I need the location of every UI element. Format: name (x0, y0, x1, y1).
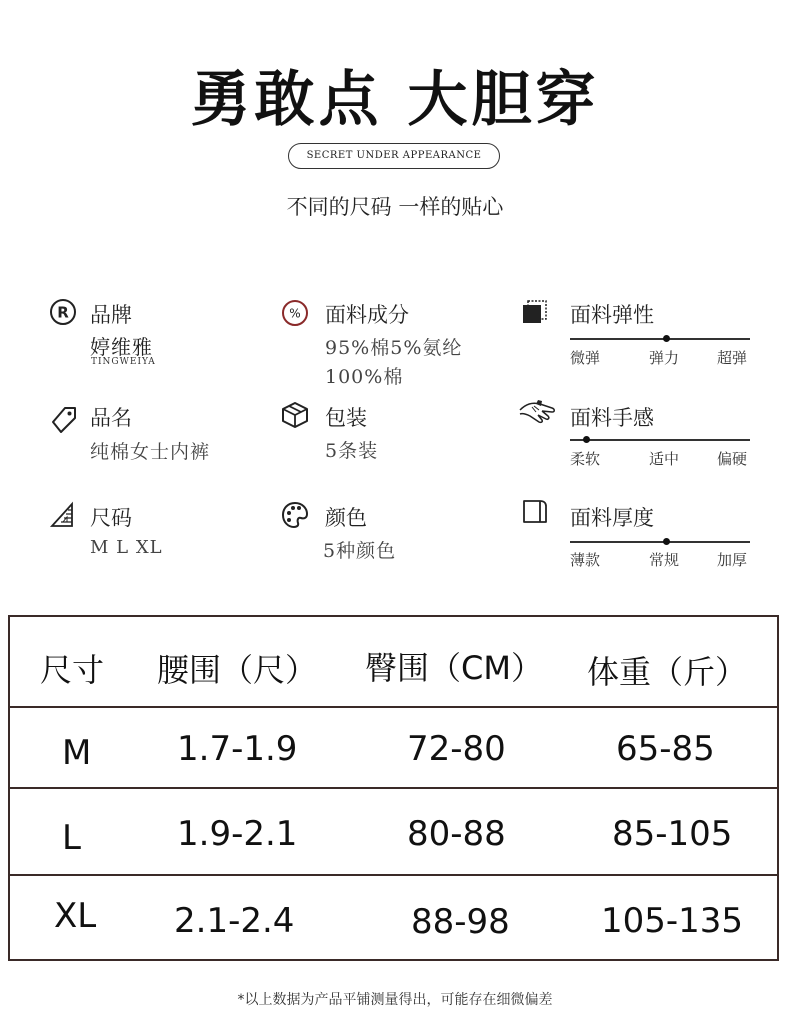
thickness-scale-mid: 常规 (649, 551, 680, 569)
brand-latin: TINGWEIYA (91, 357, 156, 367)
thickness-label: 面料厚度 (570, 506, 654, 530)
table-cell-waist: 1.7-1.9 (177, 729, 298, 769)
table-cell-weight: 85-105 (612, 814, 733, 854)
table-cell-weight: 65-85 (616, 729, 715, 769)
elasticity-scale-low: 微弹 (570, 349, 601, 367)
hand-feel-scale-low: 柔软 (570, 450, 601, 468)
table-divider (10, 706, 777, 708)
tagline-pill: SECRET UNDER APPEARANCE (288, 143, 500, 169)
fabric-swatch-icon (520, 298, 550, 328)
table-header-size: 尺寸 (40, 651, 105, 689)
hand-icon (518, 398, 558, 426)
elasticity-scale-marker (663, 335, 670, 342)
table-cell-hip: 88-98 (411, 902, 510, 942)
color-value: 5种颜色 (323, 540, 397, 562)
palette-icon (280, 500, 310, 530)
table-cell-size: M (62, 733, 92, 773)
brand-label: 品牌 (90, 303, 132, 327)
table-cell-hip: 80-88 (407, 814, 506, 854)
package-value: 5条装 (325, 440, 379, 462)
table-cell-size: XL (54, 896, 97, 936)
fabric-value-1: 95%棉5%氨纶 (325, 337, 463, 359)
hand-feel-scale-marker (583, 436, 590, 443)
table-header-weight: 体重（斤） (587, 653, 748, 691)
footnote: *以上数据为产品平铺测量得出，可能存在细微偏差 (237, 992, 553, 1008)
subtitle: 不同的尺码 一样的贴心 (286, 195, 504, 219)
size-table (8, 615, 779, 961)
hand-feel-scale-mid: 适中 (649, 450, 680, 468)
svg-text:%: % (289, 306, 301, 321)
product-name-value: 纯棉女士内裤 (90, 441, 211, 463)
table-cell-hip: 72-80 (407, 729, 506, 769)
elasticity-label: 面料弹性 (570, 303, 654, 327)
table-cell-weight: 105-135 (601, 901, 744, 941)
table-header-waist: 腰围（尺） (157, 651, 318, 689)
elasticity-scale-high: 超弹 (717, 349, 748, 367)
table-divider (10, 787, 777, 789)
registered-icon (48, 297, 78, 327)
table-cell-size: L (62, 818, 81, 858)
size-label: 尺码 (90, 506, 132, 530)
hand-feel-label: 面料手感 (570, 406, 654, 430)
table-cell-waist: 2.1-2.4 (174, 901, 295, 941)
page-title: 勇敢点 大胆穿 (190, 65, 600, 135)
thickness-scale-low: 薄款 (570, 551, 601, 569)
fabric-fold-icon (520, 497, 550, 527)
table-divider (10, 874, 777, 876)
elasticity-scale-mid: 弹力 (649, 349, 680, 367)
fabric-label: 面料成分 (325, 303, 409, 327)
brand-value: 婷维雅 (90, 335, 153, 359)
percent-icon (280, 298, 310, 328)
svg-text:R: R (57, 303, 69, 322)
table-header-hip: 臀围（CM） (365, 649, 543, 687)
table-cell-waist: 1.9-2.1 (177, 814, 298, 854)
hand-feel-scale-high: 偏硬 (717, 450, 748, 468)
thickness-scale-marker (663, 538, 670, 545)
thickness-scale-line (570, 541, 750, 543)
package-label: 包装 (325, 406, 367, 430)
product-name-label: 品名 (90, 406, 132, 430)
tag-icon (48, 404, 78, 434)
hand-feel-scale-line (570, 439, 750, 441)
fabric-value-2: 100%棉 (325, 366, 404, 388)
ruler-icon (48, 500, 78, 530)
thickness-scale-high: 加厚 (717, 551, 748, 569)
elasticity-scale-line (570, 338, 750, 340)
size-value: M L XL (90, 537, 163, 558)
box-icon (280, 400, 310, 430)
color-label: 颜色 (325, 506, 367, 530)
